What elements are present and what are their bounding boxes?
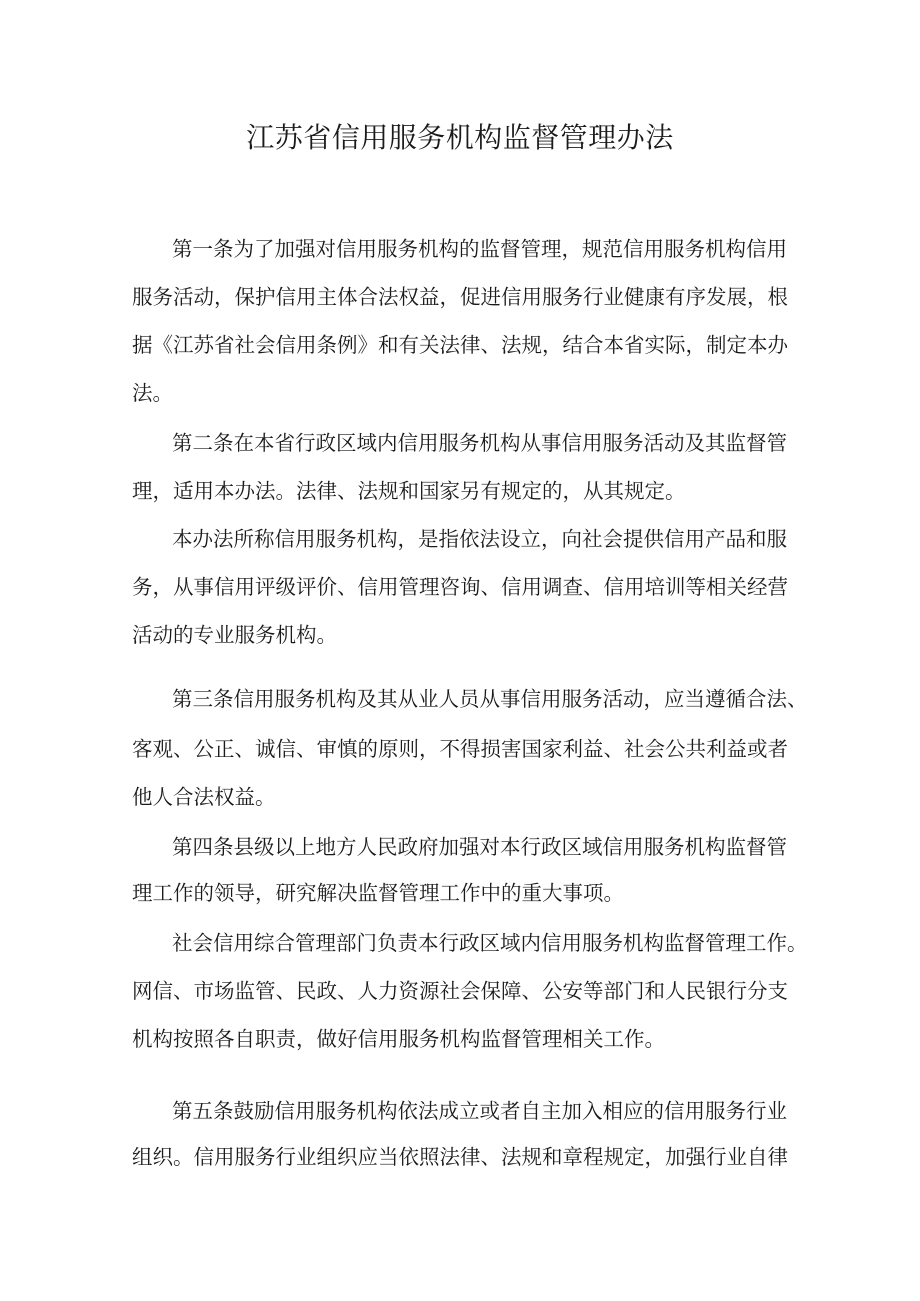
paragraph-line: 机构按照各自职责，做好信用服务机构监督管理相关工作。 (132, 1027, 665, 1051)
paragraph-line: 第二条在本省行政区域内信用服务机构从事信用服务活动及其监督管 (172, 431, 787, 455)
paragraph-line: 第四条县级以上地方人民政府加强对本行政区域信用服务机构监督管 (172, 835, 787, 859)
paragraph-line: 据《江苏省社会信用条例》和有关法律、法规，结合本省实际，制定本办 (132, 333, 788, 357)
paragraph-line: 理工作的领导，研究解决监督管理工作中的重大事项。 (132, 881, 624, 905)
paragraph-line: 第五条鼓励信用服务机构依法成立或者自主加入相应的信用服务行业 (172, 1099, 787, 1123)
paragraph-line: 社会信用综合管理部门负责本行政区域内信用服务机构监督管理工作。 (172, 931, 808, 955)
paragraph-line: 第一条为了加强对信用服务机构的监督管理，规范信用服务机构信用 (172, 237, 787, 261)
paragraph-line: 他人合法权益。 (132, 785, 276, 809)
paragraph-line: 理，适用本办法。法律、法规和国家另有规定的，从其规定。 (132, 479, 686, 503)
paragraph-line: 活动的专业服务机构。 (132, 623, 337, 647)
paragraph-line: 网信、市场监管、民政、人力资源社会保障、公安等部门和人民银行分支 (132, 979, 788, 1003)
paragraph-line: 务，从事信用评级评价、信用管理咨询、信用调查、信用培训等相关经营 (132, 575, 788, 599)
paragraph-line: 组织。信用服务行业组织应当依照法律、法规和章程规定，加强行业自律 (132, 1145, 788, 1169)
paragraph-line: 服务活动，保护信用主体合法权益，促进信用服务行业健康有序发展，根 (132, 285, 788, 309)
paragraph-line: 法。 (132, 381, 173, 405)
paragraph-line: 客观、公正、诚信、审慎的原则，不得损害国家利益、社会公共利益或者 (132, 737, 788, 761)
paragraph-line: 本办法所称信用服务机构，是指依法设立，向社会提供信用产品和服 (172, 527, 787, 551)
document-title: 江苏省信用服务机构监督管理办法 (246, 121, 674, 154)
paragraph-line: 第三条信用服务机构及其从业人员从事信用服务活动，应当遵循合法、 (172, 687, 808, 711)
